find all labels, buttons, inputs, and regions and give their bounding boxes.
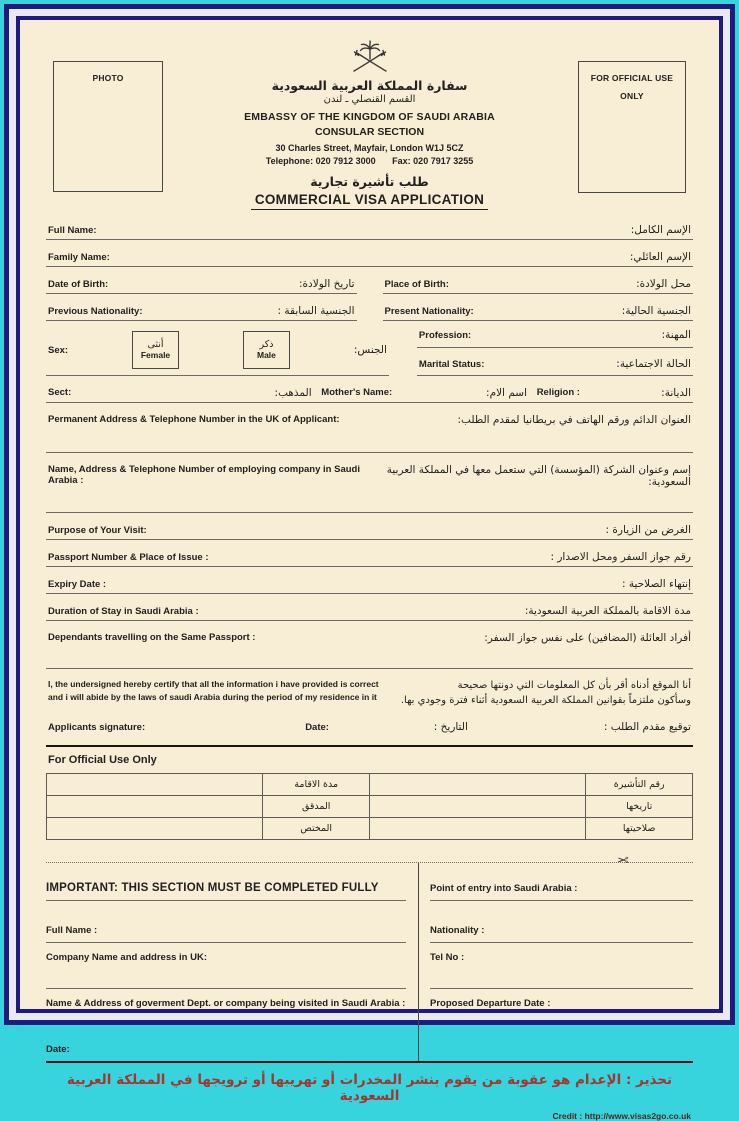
- form-fields: [46, 224, 693, 1121]
- drug-warning-text: تحذير : الإعدام هو عقوبة من يقوم بنشر المخدرات أو تهريبها أو ترويجها في المملكة العربية السعودية: [66, 1072, 673, 1104]
- purpose-field: [46, 524, 693, 540]
- mothers-name-field: [321, 387, 527, 399]
- religion-label-ar: الديانة:: [661, 387, 691, 399]
- important-full-name-field: [46, 901, 406, 943]
- date-label-ar: التاريخ :: [433, 721, 468, 733]
- telephone-number: Telephone: 020 7912 3000: [265, 156, 376, 166]
- form-title-arabic: طلب تأشيرة تجارية: [310, 174, 429, 189]
- important-section: [46, 863, 693, 1061]
- sex-label-en: Sex:: [48, 344, 69, 356]
- official-entry-cell: [369, 774, 585, 796]
- mothers-name-label-ar: اسم الام:: [486, 387, 528, 399]
- official-table-row: [47, 774, 693, 796]
- date-label-en: Date:: [305, 722, 329, 733]
- declaration-en-line2: and i will abide by the laws of saudi Arabia during the period of my residence in it: [48, 692, 377, 703]
- form-header: [145, 36, 595, 210]
- white-frame: [9, 9, 730, 1121]
- fax-number: Fax: 020 7917 3255: [392, 156, 474, 166]
- important-company-uk-field: [46, 943, 406, 989]
- passport-label-ar: رقم جواز السفر ومحل الاصدار :: [550, 551, 691, 563]
- previous-nationality-label-en: Previous Nationality:: [48, 306, 143, 317]
- profession-label-en: Profession:: [418, 330, 472, 341]
- important-heading: IMPORTANT: THIS SECTION MUST BE COMPLETED FULLY: [46, 882, 379, 894]
- sex-label-ar: الجنس:: [353, 344, 387, 356]
- profession-field: [417, 329, 693, 348]
- profession-label-ar: المهنة:: [661, 329, 691, 341]
- tel-no-label: Tel No :: [430, 952, 465, 963]
- place-of-birth-label-ar: محل الولادة:: [636, 278, 691, 290]
- official-label-auditor: المدقق: [263, 796, 370, 818]
- sect-religion-row: [46, 387, 693, 403]
- family-name-label-ar: الإسم العائلي:: [629, 251, 691, 263]
- duration-label-en: Duration of Stay in Saudi Arabia :: [48, 606, 199, 617]
- nationality-row: [46, 305, 693, 321]
- official-label-visa-number: رقم التأشيرة: [586, 774, 693, 796]
- departure-date-label: Proposed Departure Date :: [430, 998, 551, 1009]
- important-full-name-label: Full Name :: [46, 925, 98, 936]
- declaration-arabic: [401, 678, 691, 708]
- uk-address-label-ar: العنوان الدائم ورقم الهاتف في بريطانيا لمقدم الطلب:: [457, 414, 691, 426]
- place-of-birth-field: [383, 278, 694, 294]
- sex-field: [46, 329, 389, 376]
- important-govt-dept-field: [46, 989, 406, 1061]
- important-nationality-label: Nationality :: [430, 925, 485, 936]
- date-of-birth-label-ar: تاريخ الولادة:: [299, 278, 355, 290]
- important-heading-row: [46, 863, 406, 901]
- present-nationality-label-en: Present Nationality:: [384, 306, 474, 317]
- duration-field: [46, 605, 693, 621]
- saudi-emblem-icon: [145, 40, 595, 76]
- sect-field: [48, 387, 312, 399]
- expiry-label-ar: إنتهاء الصلاحية :: [622, 578, 691, 590]
- photo-box: [53, 61, 163, 192]
- declaration-en-line1: I, the undersigned hereby certify that all the information i have provided is correct: [48, 679, 379, 689]
- official-use-box-label: FOR OFFICIAL USE ONLY: [590, 73, 674, 101]
- date-of-birth-field: [46, 278, 357, 294]
- navy-frame-inner: [16, 16, 723, 1121]
- male-label-ar: ذكر: [259, 338, 274, 350]
- tel-no-field: [430, 943, 693, 989]
- official-entry-cell: [47, 774, 263, 796]
- mothers-name-label-en: Mother's Name:: [321, 387, 393, 398]
- official-label-specialist: المختص: [263, 818, 370, 840]
- official-table-row: [47, 818, 693, 840]
- applicant-signature-label-ar: توقيع مقدم الطلب :: [603, 721, 691, 733]
- expiry-label-en: Expiry Date :: [48, 579, 107, 590]
- profession-marital-column: [389, 329, 693, 376]
- signature-row: [46, 721, 693, 733]
- female-label-ar: أنثى: [147, 338, 164, 350]
- official-use-box: [578, 61, 686, 193]
- declaration-block: [46, 678, 693, 708]
- marital-status-label-en: Marital Status:: [418, 359, 485, 370]
- embassy-name-arabic: سفارة المملكة العربية السعودية: [271, 78, 468, 93]
- important-right-column: [418, 863, 693, 1061]
- official-table-row: [47, 796, 693, 818]
- sect-label-en: Sect:: [48, 387, 72, 398]
- place-of-birth-label-en: Place of Birth:: [384, 279, 449, 290]
- official-label-duration: مدة الاقامة: [263, 774, 370, 796]
- date-of-birth-label-en: Date of Birth:: [48, 279, 109, 290]
- applicant-signature-label-en: Applicants signature:: [48, 722, 146, 733]
- employer-field: [46, 464, 693, 513]
- present-nationality-label-ar: الجنسية الحالية:: [621, 305, 691, 317]
- male-label-en: Male: [257, 349, 276, 360]
- declaration-ar-line2: وسأكون ملتزماً بقوانين المملكة العربية السعودية أثناء فترة وجودي بها.: [400, 695, 691, 706]
- sex-profession-row: [46, 329, 693, 376]
- point-of-entry-label: Point of entry into Saudi Arabia :: [430, 883, 578, 894]
- navy-frame-outer: [4, 4, 735, 1121]
- embassy-contact: [145, 156, 595, 166]
- marital-status-label-ar: الحالة الاجتماعية:: [616, 358, 691, 370]
- passport-field: [46, 551, 693, 567]
- dependants-label-en: Dependants travelling on the Same Passport :: [48, 632, 256, 643]
- consular-section-english: CONSULAR SECTION: [314, 126, 425, 138]
- religion-label-en: Religion :: [536, 387, 580, 398]
- full-name-label-en: Full Name:: [48, 225, 97, 236]
- family-name-field: [46, 251, 693, 267]
- purpose-label-en: Purpose of Your Visit:: [48, 525, 147, 536]
- duration-label-ar: مدة الاقامة بالمملكة العربية السعودية:: [524, 605, 691, 617]
- previous-nationality-label-ar: الجنسية السابقة :: [277, 305, 355, 317]
- embassy-name-english: EMBASSY OF THE KINGDOM OF SAUDI ARABIA: [244, 111, 495, 123]
- uk-address-label-en: Permanent Address & Telephone Number in the UK of Applicant:: [48, 414, 340, 425]
- previous-nationality-field: [46, 305, 357, 321]
- important-nationality-field: [430, 901, 693, 943]
- important-date-label: Date:: [46, 1044, 70, 1055]
- employer-label-en: Name, Address & Telephone Number of employing company in Saudi Arabia :: [48, 464, 360, 486]
- form-title-english: COMMERCIAL VISA APPLICATION: [251, 192, 488, 210]
- full-name-field: [46, 224, 693, 240]
- birth-row: [46, 278, 693, 294]
- credit-text: Credit : http://www.visas2go.co.uk: [552, 1111, 691, 1121]
- point-of-entry-field: [430, 863, 693, 901]
- cut-here-line: [46, 852, 693, 868]
- religion-field: [537, 387, 691, 399]
- consular-section-arabic: القسم القنصلي ـ لندن: [323, 94, 416, 105]
- scissors-icon: ✂: [616, 852, 629, 868]
- employer-label-ar: إسم وعنوان الشركة (المؤسسة) التي ستعمل معها في المملكة العربية السعودية:: [386, 464, 691, 488]
- official-entry-cell: [369, 818, 585, 840]
- important-left-column: [46, 863, 418, 1061]
- marital-status-field: [417, 358, 693, 376]
- official-use-heading: For Official Use Only: [48, 754, 157, 766]
- embassy-address: 30 Charles Street, Mayfair, London W1J 5CZ: [275, 143, 464, 153]
- dependants-field: [46, 632, 693, 669]
- official-entry-cell: [47, 796, 263, 818]
- uk-address-field: [46, 414, 693, 453]
- full-name-label-ar: الإسم الكامل:: [630, 224, 691, 236]
- sect-label-ar: المذهب:: [274, 387, 312, 399]
- official-label-visa-date: تاريخها: [586, 796, 693, 818]
- important-govt-dept-label: Name & Address of goverment Dept. or company being visited in Saudi Arabia :: [46, 998, 406, 1009]
- official-entry-cell: [369, 796, 585, 818]
- footer-divider-line: [46, 1061, 693, 1063]
- official-entry-cell: [47, 818, 263, 840]
- female-label-en: Female: [140, 349, 171, 360]
- dependants-label-ar: أفراد العائلة (المضافين) على نفس جواز السفر:: [484, 632, 691, 644]
- passport-label-en: Passport Number & Place of Issue :: [48, 552, 209, 563]
- purpose-label-ar: الغرض من الزيارة :: [605, 524, 691, 536]
- photo-box-label: PHOTO: [92, 73, 124, 83]
- declaration-ar-line1: أنا الموقع أدناه أقر بأن كل المعلومات التي دونتها صحيحة: [457, 680, 691, 691]
- family-name-label-en: Family Name:: [48, 252, 110, 263]
- official-label-visa-validity: صلاحيتها: [586, 818, 693, 840]
- official-use-table: [46, 773, 693, 840]
- section-divider-line: [46, 745, 693, 747]
- declaration-english: [48, 678, 379, 708]
- female-checkbox: [132, 331, 179, 369]
- important-company-uk-label: Company Name and address in UK:: [46, 952, 208, 963]
- present-nationality-field: [383, 305, 694, 321]
- visa-application-form: [20, 20, 719, 1121]
- departure-date-field: [430, 989, 693, 1061]
- expiry-field: [46, 578, 693, 594]
- male-checkbox: [243, 331, 290, 369]
